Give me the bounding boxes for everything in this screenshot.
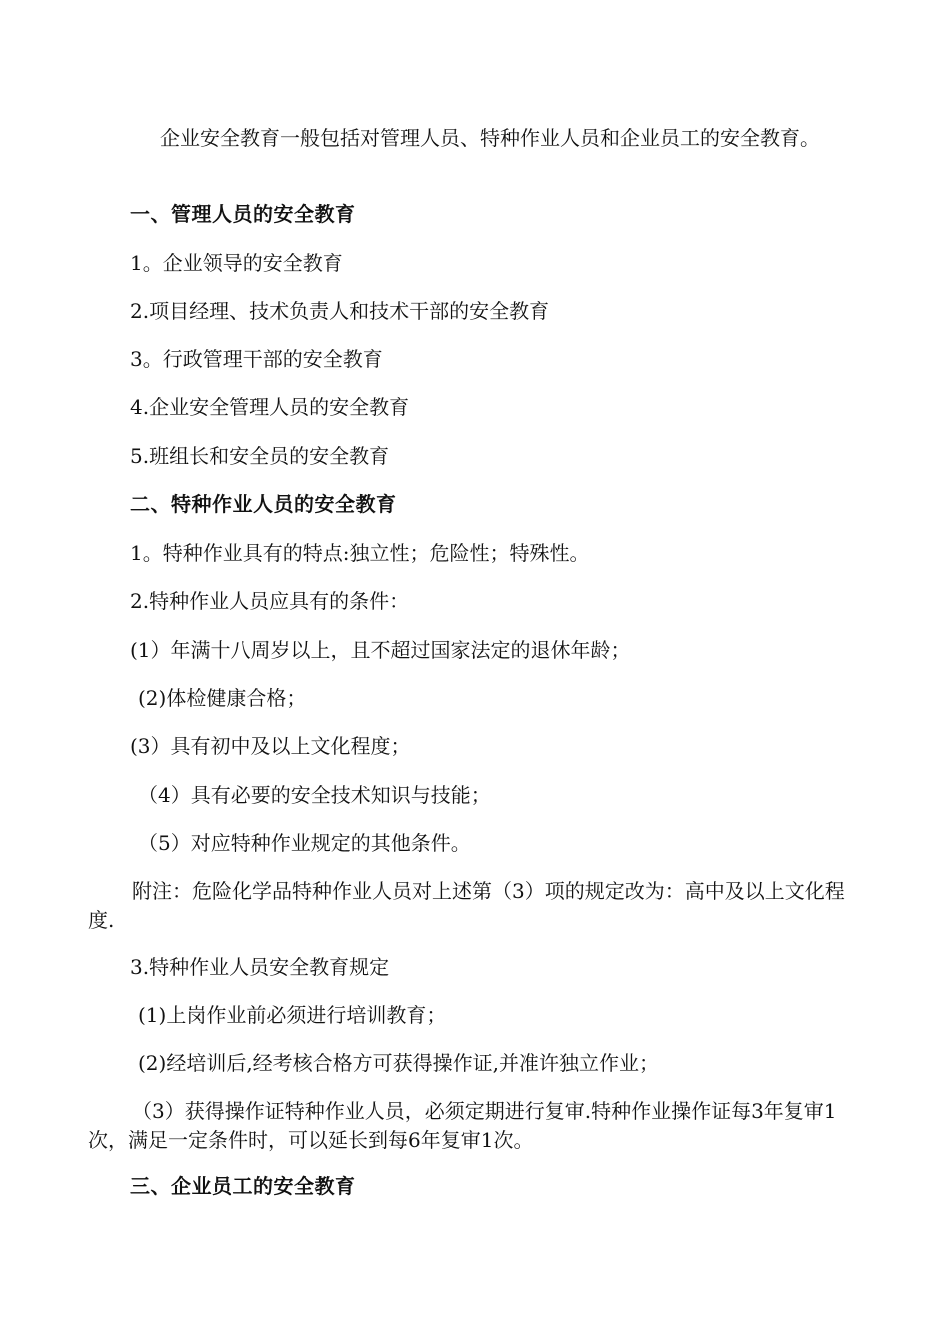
list-item: 1。特种作业具有的特点:独立性；危险性；特殊性。 [130,541,590,565]
rule-item: （3）获得操作证特种作业人员，必须定期进行复审.特种作业操作证每3年复审1次，满足一定条件时，可以延长到每6年复审1次。 [88,1099,837,1152]
list-item: 1。企业领导的安全教育 [130,251,343,275]
section-heading-special-operations: 二、特种作业人员的安全教育 [130,492,397,516]
condition-item: (1）年满十八周岁以上，且不超过国家法定的退休年龄； [130,638,631,662]
list-item: 3。行政管理干部的安全教育 [130,347,383,371]
list-item: 2.特种作业人员应具有的条件： [130,589,410,613]
rule-item: (2)经培训后,经考核合格方可获得操作证,并准许独立作业； [138,1051,660,1075]
list-item: 5.班组长和安全员的安全教育 [130,444,390,468]
section-heading-employees: 三、企业员工的安全教育 [130,1174,356,1198]
condition-item: （4）具有必要的安全技术知识与技能； [138,783,491,807]
condition-item: (2)体检健康合格； [138,686,307,710]
condition-item: （5）对应特种作业规定的其他条件。 [138,831,471,855]
list-item: 4.企业安全管理人员的安全教育 [130,395,410,419]
list-item: 2.项目经理、技术负责人和技术干部的安全教育 [130,299,550,323]
rule-item: (1)上岗作业前必须进行培训教育； [138,1003,447,1027]
list-item: 3.特种作业人员安全教育规定 [130,955,390,979]
intro-paragraph: 企业安全教育一般包括对管理人员、特种作业人员和企业员工的安全教育。 [160,126,820,150]
note-paragraph: 附注：危险化学品特种作业人员对上述第（3）项的规定改为：高中及以上文化程度. [88,879,845,932]
section-heading-management: 一、管理人员的安全教育 [130,202,356,226]
condition-item: (3）具有初中及以上文化程度； [130,734,411,758]
